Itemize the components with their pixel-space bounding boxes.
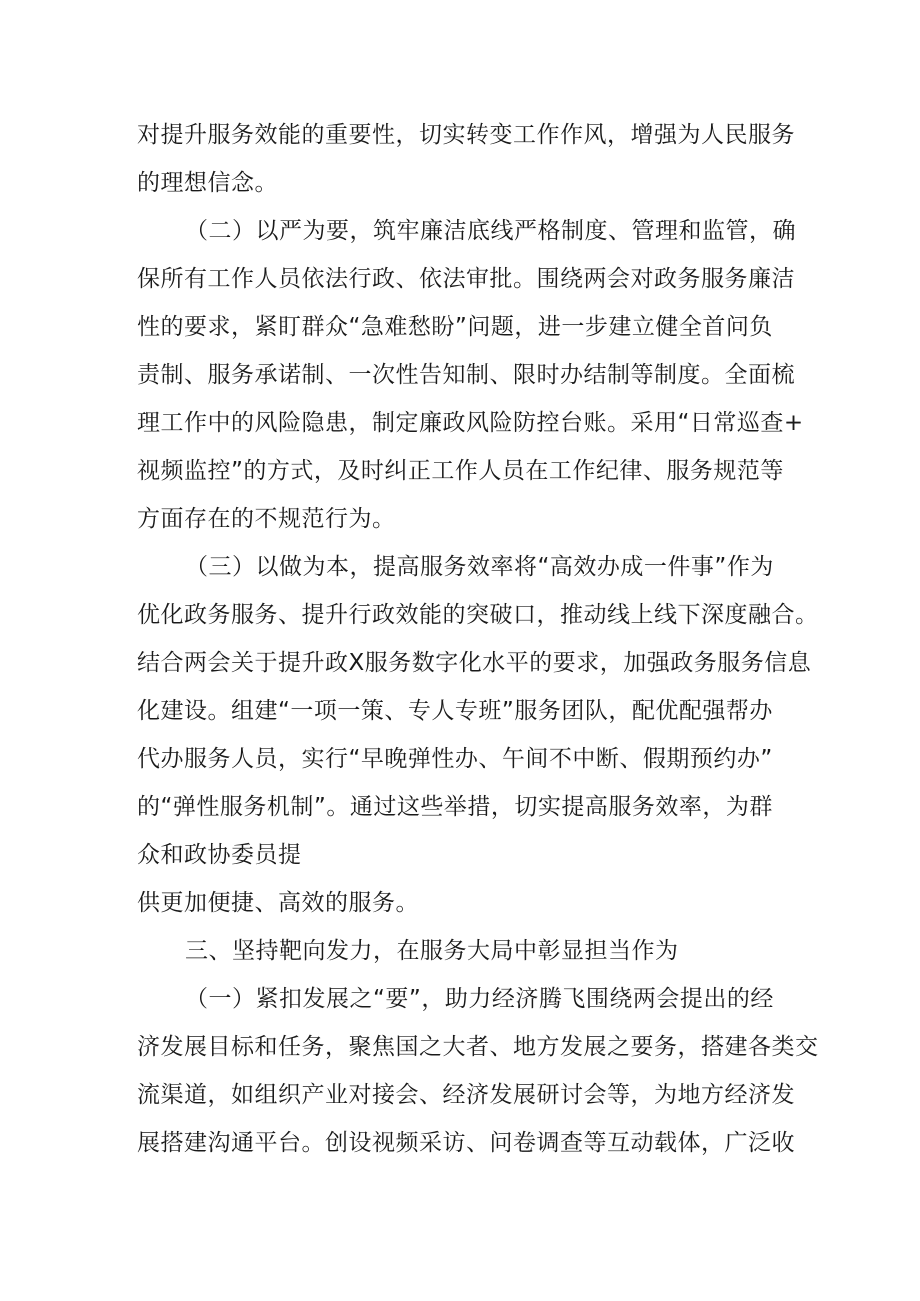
paragraph-2-line-6: 视频监控”的方式，及时纠正工作人员在工作纪律、服务规范等 bbox=[137, 458, 784, 484]
text-line-1: 对提升服务效能的重要性，切实转变工作作风，增强为人民服务 bbox=[137, 122, 795, 148]
section-heading: 三、坚持靶向发力，在服务大局中彰显担当作为 bbox=[185, 938, 679, 964]
paragraph-4-line-4: 展搭建沟通平台。创设视频采访、问卷调查等互动载体，广泛收 bbox=[137, 1130, 795, 1156]
paragraph-3-line-6: 的“弹性服务机制”。通过这些举措，切实提高服务效率，为群 bbox=[137, 794, 773, 820]
paragraph-3-line-8: 供更加便捷、高效的服务。 bbox=[137, 890, 419, 916]
paragraph-3-line-1: （三）以做为本，提高服务效率将“高效办成一件事”作为 bbox=[185, 554, 774, 580]
paragraph-2-line-2: 保所有工作人员依法行政、依法审批。围绕两会对政务服务廉洁 bbox=[137, 266, 795, 292]
paragraph-2-line-5: 理工作中的风险隐患，制定廉政风险防控台账。采用“日常巡查+ bbox=[137, 410, 804, 436]
text-line-2: 的理想信念。 bbox=[137, 170, 278, 196]
paragraph-3-line-4: 化建设。组建“一项一策、专人专班”服务团队，配优配强帮办 bbox=[137, 698, 773, 724]
paragraph-4-line-1: （一）紧扣发展之“要”，助力经济腾飞围绕两会提出的经 bbox=[185, 986, 774, 1012]
paragraph-2-line-7: 方面存在的不规范行为。 bbox=[137, 506, 396, 532]
paragraph-3-line-2: 优化政务服务、提升行政效能的突破口，推动线上线下深度融合。 bbox=[137, 602, 819, 628]
paragraph-2-line-1: （二）以严为要，筑牢廉洁底线严格制度、管理和监管，确 bbox=[185, 218, 796, 244]
paragraph-3-line-5: 代办服务人员，实行“早晚弹性办、午间不中断、假期预约办” bbox=[137, 746, 773, 772]
paragraph-3-line-3: 结合两会关于提升政X服务数字化水平的要求，加强政务服务信息 bbox=[137, 650, 812, 676]
paragraph-3-line-7: 众和政协委员提 bbox=[137, 842, 302, 868]
paragraph-4-line-2: 济发展目标和任务，聚焦国之大者、地方发展之要务，搭建各类交 bbox=[137, 1034, 819, 1060]
paragraph-4-line-3: 流渠道，如组织产业对接会、经济发展研讨会等，为地方经济发 bbox=[137, 1082, 795, 1108]
paragraph-2-line-3: 性的要求，紧盯群众“急难愁盼”问题，进一步建立健全首问负 bbox=[137, 314, 773, 340]
paragraph-2-line-4: 责制、服务承诺制、一次性告知制、限时办结制等制度。全面梳 bbox=[137, 362, 795, 388]
